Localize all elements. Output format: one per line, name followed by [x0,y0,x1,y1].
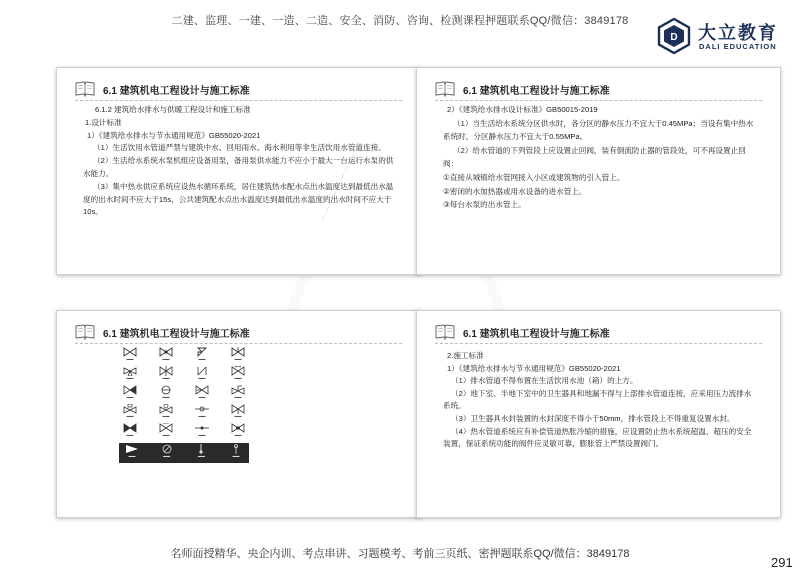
ball-valve-icon: ▬▬ [227,347,249,366]
standard-name: 2）《建筑给水排水设计标准》GB50015-2019 [447,105,598,114]
gate-valve-icon: ▬▬ [119,347,141,366]
clause-2: （2）地下室、半地下室中的卫生器具和地漏不得与上部排水管道连接，应采用压力流排水系统。 [443,388,752,411]
header-banner: 二建、监理、一建、一造、二造、安全、消防、咨询、检测课程押题联系QQ/微信：3849178 [171,15,629,27]
pump-icon: ▬▬ [121,444,143,462]
item-1: ①直接从城镇给水管网接入小区或建筑物的引入管上。 [443,172,625,182]
title-divider [435,100,762,102]
logo-name: 大立教育 [698,23,778,43]
strainer-icon: ▬▬ [119,423,141,442]
safety-valve-icon: ▬▬ [227,385,249,404]
page-number: 291 [771,555,793,570]
thermometer-icon: ▬▬ [190,444,212,462]
clause-4: （4）热水管道系统应有补偿管道热胀冷缩的措施，应设置防止热水系统超温、超压的安全装置，保证系统功能的阀件应灵敏可靠，膨胀管上严禁设置阀门。 [443,426,752,449]
section-heading: 6.1.2 建筑给水排水与供暖工程设计和施工标准 [95,105,251,114]
gauge-icon: ▬▬ [156,444,178,462]
book-icon [75,324,95,340]
item-2: ②密闭的水加热器或用水设备的进水管上。 [443,186,587,196]
float-valve-icon: ▬▬ [155,385,177,404]
clause-1: （1）生活饮用水管道严禁与建筑中水、回用雨水、海水利用等非生活饮用水管道连接。 [93,143,386,153]
clause-3: （3）卫生器具水封装置的水封深度不得小于50mm，排水管段上不得重复设置水封。 [451,413,735,423]
pressure-reducing-valve-icon: ▬▬ [119,385,141,404]
valve-row [119,366,249,385]
valve-row [119,347,249,366]
slide-body [443,103,755,212]
slide-3 [56,310,421,518]
title-divider [75,343,402,345]
slide-title: 6.1 建筑机电工程设计与施工标准 [103,86,250,97]
slide-title: 6.1 建筑机电工程设计与施工标准 [463,86,610,97]
valve-row-highlighted [119,443,249,463]
angle-valve-icon: ▬▬ [191,347,213,366]
slide-2 [319,67,781,275]
valve-row [119,423,249,442]
clause-1: （1）当生活给水系统分区供水时，各分区的静水压力不宜大于0.45MPa；当设有集中热水系统时，分区静水压力不宜大于0.55MPa。 [443,118,754,142]
slide-body [443,350,755,451]
solenoid-valve-icon: ▬▬ [119,404,141,423]
clause-2: （2）给水管道的下列管段上应设置止回阀，装有倒流防止器的管段处，可不再设置止回阀： [443,145,746,169]
logo-emblem-icon [656,18,692,54]
clause-2: （2）生活给水系统水泵机组应设备用泵，备用泵供水能力不应小于最大一台运行水泵的供水能力。 [83,156,394,178]
title-divider [75,100,402,102]
item-3: ③每台水泵的出水管上。 [443,200,526,210]
balancing-valve-icon: ▬▬ [155,423,177,442]
slide-title: 6.1 建筑机电工程设计与施工标准 [103,329,250,340]
plug-valve-icon: ▬▬ [191,423,213,442]
valve-symbol-table [119,347,249,463]
flow-switch-icon: ▬▬ [191,404,213,423]
footer-banner: 名师面授精华、央企内训、考点串讲、习题模考、考前三页纸、密押题联系QQ/微信：3849178 [170,548,630,560]
book-icon [435,81,455,97]
three-way-valve-icon: ▬▬ [119,366,141,385]
globe-valve-icon: ▬▬ [155,347,177,366]
four-way-valve-icon: ▬▬ [155,366,177,385]
svg-text:D: D [670,32,678,43]
title-divider [435,343,762,345]
valve-row [119,404,249,423]
butterfly-valve-icon: ▬▬ [191,366,213,385]
standard-name: 1）《建筑给水排水与节水通用规范》GB55020-2021 [87,130,261,140]
subheading: 1.设计标准 [85,117,122,127]
book-icon [435,324,455,340]
valve-row [119,385,249,404]
diaphragm-valve-icon: ▬▬ [227,366,249,385]
brand-logo [656,18,786,54]
check-valve-icon: ▬▬ [191,385,213,404]
needle-valve-icon: ▬▬ [227,423,249,442]
standard-name: 1）《建筑给水排水与节水通用规范》GB55020-2021 [447,363,621,373]
clause-3: （3）集中热水供应系统应设热水循环系统，居住建筑热水配水点出水温度达到最低出水温度的出水时间不应大于15s，公共建筑配水点出水温度达到最低出水温度的出水时间不应大于10s。 [83,181,394,217]
book-icon [75,81,95,97]
slide-4 [416,310,781,518]
motorized-valve-icon: ▬▬ [155,404,177,423]
slide-1 [56,67,421,275]
logo-name-en: DALI EDUCATION [699,42,777,51]
air-vent-icon: ▬▬ [225,444,247,462]
section-heading: 2.施工标准 [447,351,484,360]
drain-valve-icon: ▬▬ [227,404,249,423]
slide-title: 6.1 建筑机电工程设计与施工标准 [463,329,610,340]
diagonal-stamp: — — — — — — — — — — [319,140,363,223]
clause-1: （1）排水管道不得布置在生活饮用水池（箱）的上方。 [451,376,638,386]
